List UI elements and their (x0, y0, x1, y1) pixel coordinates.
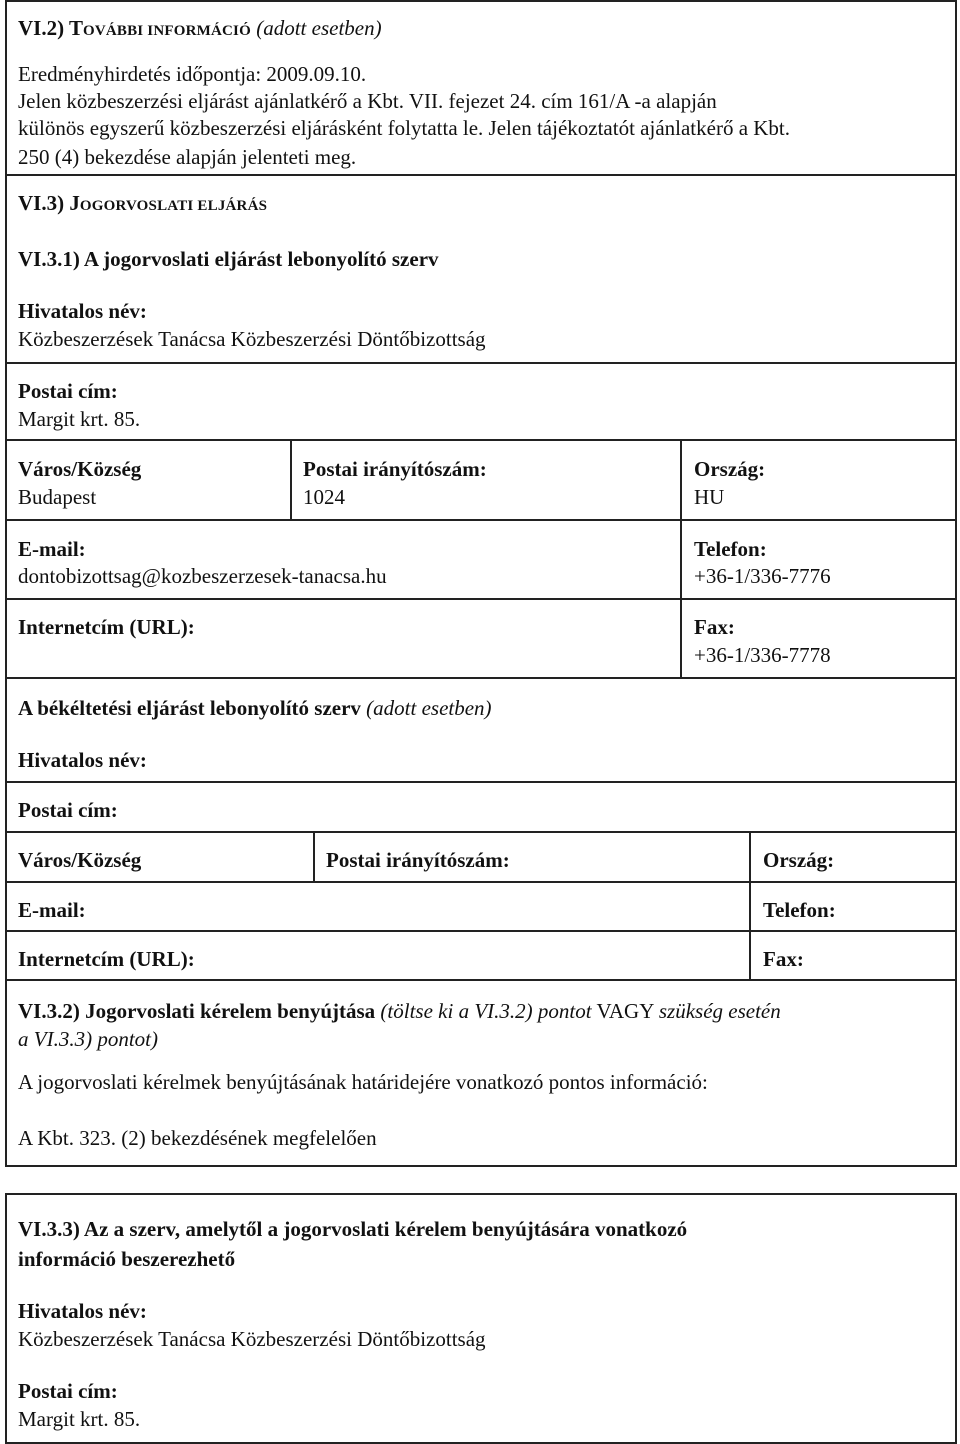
conc-email-label: E-mail: (18, 898, 86, 922)
divider (5, 174, 957, 176)
zip-label: Postai irányítószám: (303, 457, 487, 481)
vi2-text-line4: 250 (4) bekezdése alapján jelenteti meg. (18, 145, 357, 169)
divider (5, 519, 957, 521)
vi3-2-info-value: A Kbt. 323. (2) bekezdésének megfelelően (18, 1126, 377, 1150)
vi2-text-line2: Jelen közbeszerzési eljárást ajánlatkérő a Kbt. VII. fejezet 24. cím 161/A -a alapján (18, 89, 717, 113)
divider (680, 439, 682, 679)
divider (313, 831, 315, 883)
vi3-3-title-line1: VI.3.3) Az a szerv, amelytől a jogorvoslati kérelem benyújtására vonatkozó (18, 1217, 688, 1241)
zip-value: 1024 (303, 485, 345, 509)
official-name-value: Közbeszerzések Tanácsa Közbeszerzési Döntőbizottság (18, 327, 486, 351)
divider (5, 881, 957, 883)
conc-city-label: Város/Község (18, 848, 142, 872)
divider (5, 362, 957, 364)
email-label: E-mail: (18, 537, 86, 561)
conciliation-title: A békéltetési eljárást lebonyolító szerv (adott esetben) (18, 696, 492, 720)
divider (290, 439, 292, 521)
conc-fax-label: Fax: (763, 947, 804, 971)
vi3-2-title-line2: a VI.3.3) pontot) (18, 1027, 158, 1051)
vi2-heading: VI.2) TOVÁBBI INFORMÁCIÓ (adott esetben) (18, 16, 382, 40)
url-label: Internetcím (URL): (18, 615, 195, 639)
conc-phone-label: Telefon: (763, 898, 836, 922)
divider (5, 831, 957, 833)
country-value: HU (694, 485, 725, 509)
city-value: Budapest (18, 485, 97, 509)
fax-label: Fax: (694, 615, 735, 639)
city-label: Város/Község (18, 457, 142, 481)
conc-url-label: Internetcím (URL): (18, 947, 195, 971)
divider (5, 598, 957, 600)
vi3-3-postal-label: Postai cím: (18, 1379, 118, 1403)
conc-postal-label: Postai cím: (18, 798, 118, 822)
vi2-result-date: Eredményhirdetés időpontja: 2009.09.10. (18, 62, 367, 86)
vi3-3-postal-value: Margit krt. 85. (18, 1407, 141, 1431)
divider (5, 979, 957, 981)
phone-value: +36-1/336-7776 (694, 564, 831, 588)
divider (5, 439, 957, 441)
divider (749, 831, 751, 980)
vi3-1-title: VI.3.1) A jogorvoslati eljárást lebonyolító szerv (18, 247, 439, 271)
vi3-3-official-name-label: Hivatalos név: (18, 1299, 147, 1323)
postal-address-value: Margit krt. 85. (18, 407, 141, 431)
divider (5, 930, 957, 932)
vi3-3-title-line2: információ beszerezhető (18, 1247, 236, 1271)
conc-country-label: Ország: (763, 848, 835, 872)
vi2-text-line3: különös egyszerű közbeszerzési eljárásként folytatta le. Jelen tájékoztatót ajánlatkérő a Kbt. (18, 116, 791, 140)
conc-official-name-label: Hivatalos név: (18, 748, 147, 772)
country-label: Ország: (694, 457, 766, 481)
divider (5, 781, 957, 783)
fax-value: +36-1/336-7778 (694, 643, 831, 667)
vi3-3-official-name-value: Közbeszerzések Tanácsa Közbeszerzési Döntőbizottság (18, 1327, 486, 1351)
email-value: dontobizottsag@kozbeszerzesek-tanacsa.hu (18, 564, 387, 588)
divider (5, 677, 957, 679)
phone-label: Telefon: (694, 537, 767, 561)
conc-zip-label: Postai irányítószám: (326, 848, 510, 872)
official-name-label: Hivatalos név: (18, 299, 147, 323)
vi3-2-title: VI.3.2) Jogorvoslati kérelem benyújtása (töltse ki a VI.3.2) pontot VAGY szükség esetén (18, 999, 781, 1023)
postal-address-label: Postai cím: (18, 379, 118, 403)
vi3-heading: VI.3) JOGORVOSLATI ELJÁRÁS (18, 191, 268, 215)
vi3-2-info-label: A jogorvoslati kérelmek benyújtásának határidejére vonatkozó pontos információ: (18, 1070, 708, 1094)
